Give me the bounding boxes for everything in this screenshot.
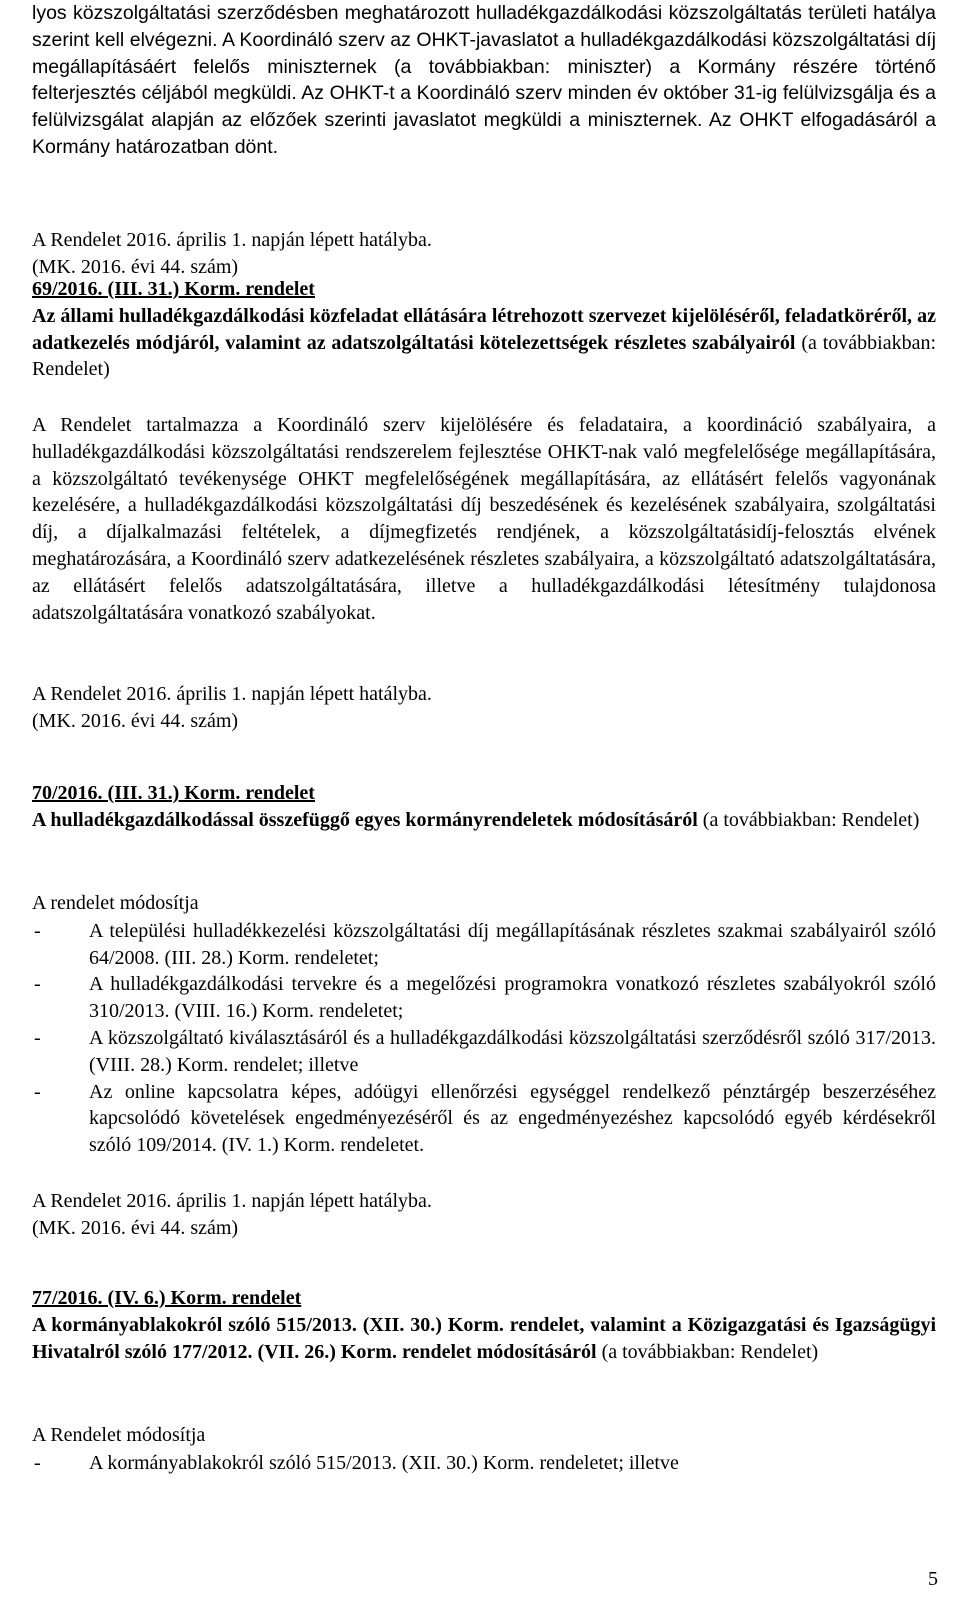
regulation-77-list [32, 1422, 936, 1477]
intro-text-part2: Az OHKT-t a Koordináló szerv minden év október 31-ig felülvizsgálja és a felülvizsgálat alapján az előzőek szerinti javaslatot megküldi a miniszternek. Az OHKT elfogadásáról a Kormány határozatban dönt. [32, 82, 936, 158]
regulation-title-bold: A kormányablakokról szóló 515/2013. (XII. 30.) Korm. rendelet, valamint a Közigazgatási és Igazságügyi Hivatalról szóló 177/2012. (VII. 26.) Korm. rendelet módosításáról [32, 1313, 936, 1363]
regulation-heading: 77/2016. (IV. 6.) Korm. rendelet [32, 1287, 302, 1309]
list-item: - Az online kapcsolatra képes, adóügyi ellenőrzési egységgel rendelkező pénztárgép beszerzéséhez kapcsolódó követelések engedményezéséről és az engedményezéshez kapcsolódó egyéb kérdésekről szóló 109/2014. (IV. 1.) Korm. rendeletet. [32, 1079, 936, 1159]
intro-text-part1: lyos közszolgáltatási szerződésben meghatározott hulladékgazdálkodási közszolgáltatás területi hatálya szerint kell elvégezni. A Koordináló szerv az OHKT-javaslatot a hulladékgazdálkodási közszolgáltatási díj megállapításáért felelős miniszternek (a továbbiakban: miniszter) a Kormány részére történő felterjesztés céljából megküldi. [32, 2, 936, 105]
effect-note-3 [32, 1188, 936, 1242]
amended-list [32, 1450, 936, 1477]
list-item: - A hulladékgazdálkodási tervekre és a megelőzési programokra vonatkozó részletes szabályokról szóló 310/2013. (VIII. 16.) Korm. rendeletet; [32, 971, 936, 1025]
gazette-source: (MK. 2016. évi 44. szám) [32, 255, 239, 278]
intro-paragraph [32, 0, 936, 161]
regulation-title [32, 303, 936, 383]
regulation-69-body: A Rendelet tartalmazza a Koordináló szerv kijelölésére és feladataira, a koordináció szabályaira, a hulladékgazdálkodási közszolgáltatási rendszerelem fejlesztése OHKT-nak való megfelelősége megállapítására, a közszolgáltató tevékenysége OHKT megfelelőségének megállapítására, az ellátásért felelős vagyonának kezelésére, a hulladékgazdálkodási közszolgáltatási díj beszedésének és kezelésének szabályaira, szolgáltatási díj, a díjalkalmazási feltételek, a díjmegfizetés rendjének, a közszolgáltatásidíj-felosztás elvének meghatározására, a Koordináló szerv adatkezelésének részletes szabályaira, a közszolgáltató adatszolgáltatására, az ellátásért felelős adatszolgáltatására, illetve a hulladékgazdálkodási létesítmény tulajdonosa adatszolgáltatására vonatkozó szabályokat. [32, 414, 936, 624]
regulation-title-tail: (a továbbiakban: Rendelet) [596, 1340, 819, 1363]
gazette-source: (MK. 2016. évi 44. szám) [32, 1216, 239, 1239]
list-lead: A Rendelet módosítja [32, 1424, 206, 1446]
regulation-69-2016 [32, 276, 936, 383]
effect-date: A Rendelet 2016. április 1. napján lépett hatályba. [32, 683, 432, 705]
regulation-77-2016 [32, 1285, 936, 1365]
effect-date: A Rendelet 2016. április 1. napján lépett hatályba. [32, 229, 432, 251]
regulation-title-tail: (a továbbiakban: Rendelet) [697, 808, 920, 831]
list-item: - A kormányablakokról szóló 515/2013. (XII. 30.) Korm. rendeletet; illetve [32, 1450, 936, 1477]
regulation-70-2016 [32, 780, 936, 834]
regulation-title-bold: Az állami hulladékgazdálkodási közfeladat ellátására létrehozott szervezet kijelöléséről, feladatköréről, az adatkezelés módjáról, valamint az adatszolgáltatási kötelezettségek részletes szabályairól [32, 304, 936, 354]
regulation-70-list [32, 890, 936, 1159]
list-item: - A közszolgáltató kiválasztásáról és a hulladékgazdálkodási közszolgáltatási szerződésről szóló 317/2013. (VIII. 28.) Korm. rendelet; illetve [32, 1025, 936, 1079]
regulation-title-bold: A hulladékgazdálkodással összefüggő egyes kormányrendeletek módosításáról [32, 808, 698, 831]
page-number: 5 [928, 1568, 938, 1590]
regulation-title-tail: (a továbbiakban: Rendelet) [32, 331, 936, 381]
regulation-title [32, 807, 936, 834]
list-item: - A települési hulladékkezelési közszolgáltatási díj megállapításának részletes szakmai szabályairól szóló 64/2008. (III. 28.) Korm. rendeletet; [32, 918, 936, 972]
regulation-heading: 70/2016. (III. 31.) Korm. rendelet [32, 782, 315, 804]
effect-note-2 [32, 681, 936, 735]
gazette-source: (MK. 2016. évi 44. szám) [32, 709, 239, 732]
amended-list [32, 918, 936, 1159]
effect-date: A Rendelet 2016. április 1. napján lépett hatályba. [32, 1190, 432, 1212]
regulation-title [32, 1312, 936, 1366]
regulation-heading: 69/2016. (III. 31.) Korm. rendelet [32, 278, 315, 300]
list-lead: A rendelet módosítja [32, 892, 199, 914]
effect-note-1 [32, 227, 936, 281]
